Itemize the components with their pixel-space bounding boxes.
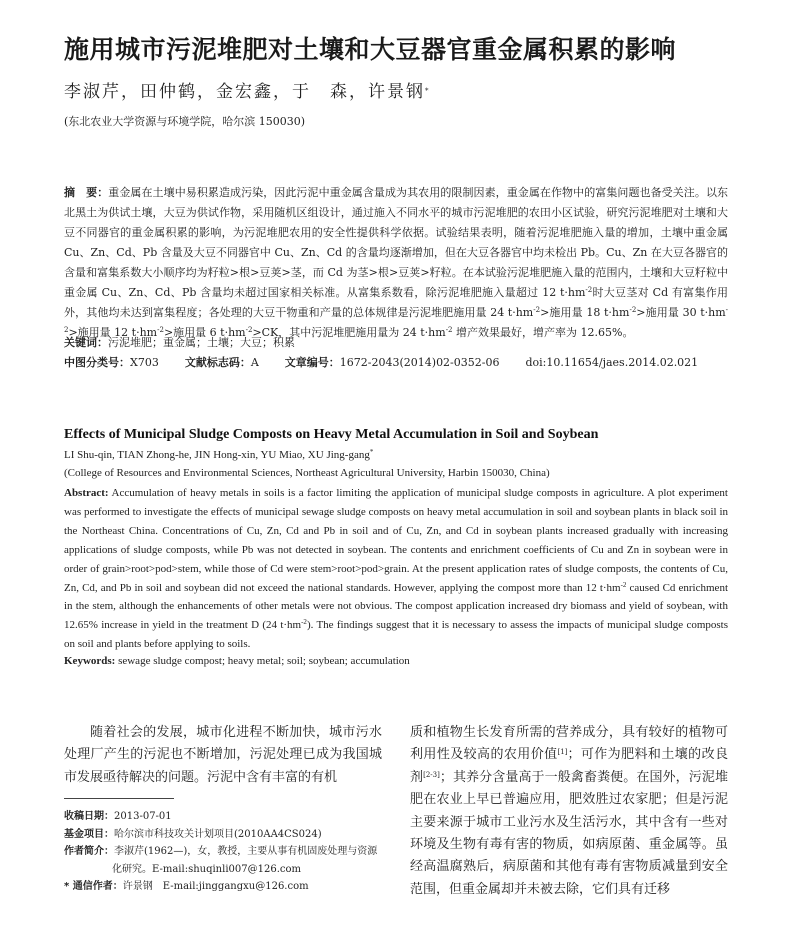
doc-code-label: 文献标志码： <box>184 356 251 369</box>
abstract-cn-text: >施用量 12 t·hm <box>68 326 158 339</box>
body-column-right <box>410 722 728 901</box>
keywords-en-label: Keywords: <box>64 655 116 667</box>
body-column-left: 随着社会的发展，城市化进程不断加快，城市污水处理厂产生的污泥也不断增加，污泥处理已成为我国城市发展亟待解决的问题。污泥中含有丰富的有机 <box>64 725 382 785</box>
abstract-en-text: Accumulation of heavy metals in soils is a factor limiting the application of municipal sludge composts in agriculture. A plot experiment was performed to investigate the effects of municipal sewage sludge composts on heavy metal accumulation in soil and soybean plants in black soil in the Northeast China. Concentrations of Cu, Zn, Cd and Pb in soil and of Cu, Zn, and Cd in soybean plants increased gradually with increasing applications of sludge composts, while Pb was not detected in soybean. The contents and enrichment coefficients of Cu and Zn in soybean were in order of grain>root>pod>stem, while those of Cd were stem>root>pod>grain. At the present application rates of sludge composts, the contents of Cu, Zn, Cd, and Pb in soil and soybean did not exceed the national standards. However, applying the compost more than 12 t·hm <box>64 487 728 594</box>
unit-exponent: -2 <box>445 326 453 334</box>
footnote-author-cont <box>64 861 394 879</box>
citation-ref[interactable]: [2-3] <box>423 770 440 779</box>
article-number-label: 文章编号： <box>284 356 340 369</box>
keywords-cn-text: 污泥堆肥；重金属；土壤；大豆；积累 <box>108 336 295 349</box>
footnote-divider <box>64 798 174 799</box>
unit-exponent: -2 <box>157 326 164 334</box>
footnote-received <box>64 808 394 826</box>
corresponding-mark: * <box>369 448 374 456</box>
abstract-en-text: ). The findings suggest that it is necessary to assess the impacts of municipal sludge composts on soil and plants before applying to soils. <box>64 619 729 651</box>
abstract-en <box>64 484 728 654</box>
authors-cn <box>64 77 431 102</box>
received-date: 2013-07-01 <box>114 811 172 822</box>
classification-line <box>64 354 698 370</box>
footnotes <box>64 808 394 896</box>
received-label: 收稿日期： <box>64 811 114 822</box>
unit-exponent: -2 <box>533 306 541 314</box>
keywords-cn-label: 关键词： <box>64 336 108 349</box>
abstract-cn-text: 增产效果最好，增产率为 12.65%。 <box>452 326 634 339</box>
doc-code-value: A <box>250 356 259 369</box>
keywords-en <box>64 655 410 667</box>
affiliation-en: (College of Resources and Environmental Sciences, Northeast Agricultural University, Harbin 150030, China) <box>64 467 550 479</box>
abstract-en-label: Abstract: <box>64 487 109 499</box>
unit-exponent: -2 <box>301 618 307 627</box>
footnote-fund <box>64 826 394 844</box>
body-text: 质和植物生长发育所需的营养成分，具有较好的植物可利用性及较高的农用价值 <box>410 725 728 763</box>
fund-label: 基金项目： <box>64 828 114 840</box>
body-text: ；可作为肥料和土壤的改良剂 <box>410 747 728 785</box>
abstract-cn-text: >施用量 18 t·hm <box>540 306 630 319</box>
keywords-en-text: sewage sludge compost; heavy metal; soil; soybean; accumulation <box>115 655 410 667</box>
unit-exponent: -2 <box>245 326 253 334</box>
footnote-author <box>64 843 394 861</box>
article-number-value: 1672-2043(2014)02-0352-06 <box>339 356 500 369</box>
unit-exponent: -2 <box>64 306 729 334</box>
authors-cn-names: 李淑芹，田仲鹤，金宏鑫，于 森，许景钢 <box>64 82 425 102</box>
abstract-cn-text: 重金属在土壤中易积累造成污染，因此污泥中重金属含量成为其农用的限制因素，重金属在作物中的富集问题也备受关注。以东北黑土为供试土壤，大豆为供试作物，采用随机区组设计，通过施入不同水平的城市污泥堆肥的农田小区试验，研究污泥堆肥对土壤和大豆不同器官的重金属积累的影响，为污泥堆肥农用的安全性提供科学依据。试验结果表明，随着污泥堆肥施入量的增加，土壤中重金属 Cu、Zn、Cd、Pb 含量及大豆不同器官中 Cu、Zn、Cd 的含量均逐渐增加，但在大豆各器官中均未检出 Pb。Cu、Zn 在大豆各器官的含量和富集系数大小顺序均为籽粒>根>豆荚>茎，而 Cd 为茎>根>豆荚>籽粒。在本试验污泥堆肥施入量的范围内，土壤和大豆籽粒中重金属 Cu、Zn、Cd、Pb 含量均未超过国家相关标准。从富集系数看，除污泥堆肥施入量超过 12 t·hm <box>64 186 729 299</box>
citation-ref[interactable]: [1] <box>557 748 568 757</box>
abstract-cn-text: >施用量 6 t·hm <box>163 326 246 339</box>
footnote-corresponding <box>64 878 394 896</box>
corresponding-mark: * <box>425 87 431 95</box>
abstract-cn-label: 摘 要： <box>64 186 109 199</box>
abstract-cn-text: >施用量 30 t·hm <box>636 306 726 319</box>
keywords-cn <box>64 334 295 350</box>
corresponding-text: 许景钢 E-mail:jinggangxu@126.com <box>122 881 309 892</box>
clc-value: X703 <box>130 356 159 369</box>
doi[interactable]: doi:10.11654/jaes.2014.02.021 <box>525 356 699 369</box>
abstract-en-text: caused Cd enrichment in the stem, although the enhancements of other metals were not obvious. The compost application increased dry biomass and yield of soybean, with 12.65% increase in yield in the treatment D (24 t·hm <box>64 581 728 632</box>
abstract-cn-text: >CK，其中污泥堆肥施用量为 24 t·hm <box>252 326 446 339</box>
abstract-cn-text: 时大豆茎对 Cd 有富集作用外，其他均未达到富集程度；各处理的大豆干物重和产量的总体规律是污泥堆肥施用量 24 t·hm <box>64 286 728 319</box>
author-bio-text: 李淑芹(1962—)，女，教授，主要从事有机固废处理与资源 <box>114 846 378 857</box>
paper-title-en: Effects of Municipal Sludge Composts on Heavy Metal Accumulation in Soil and Soybean <box>64 427 599 442</box>
author-bio-text: 化研究。E-mail:shuqinli007@126.com <box>112 863 301 875</box>
unit-exponent: -2 <box>620 580 627 589</box>
affiliation-cn: (东北农业大学资源与环境学院，哈尔滨 150030) <box>64 115 306 128</box>
unit-exponent: -2 <box>585 286 593 294</box>
abstract-cn <box>64 183 728 343</box>
corresponding-label: * 通信作者： <box>64 881 123 892</box>
authors-en-names: LI Shu-qin, TIAN Zhong-he, JIN Hong-xin, YU Miao, XU Jing-gang <box>64 449 370 461</box>
body-text: ；其养分含量高于一般禽畜粪便。在国外，污泥堆肥在农业上早已普遍应用，肥效胜过农家肥；但是污泥主要来源于城市工业污水及生活污水，其中含有一些对环境及生物有毒有害的物质，如病原菌、重金属等。虽经高温腐熟后，病原菌和其他有毒有害物质减量到安全范围，但重金属却并未被去除，它们具有迁移 <box>410 769 728 897</box>
authors-en <box>64 449 373 461</box>
unit-exponent: -2 <box>629 306 637 314</box>
author-bio-label: 作者简介： <box>64 846 114 857</box>
clc-label: 中图分类号： <box>64 356 130 369</box>
fund-text: 哈尔滨市科技攻关计划项目(2010AA4CS024) <box>114 828 322 840</box>
paper-title-cn: 施用城市污泥堆肥对土壤和大豆器官重金属积累的影响 <box>64 35 677 64</box>
